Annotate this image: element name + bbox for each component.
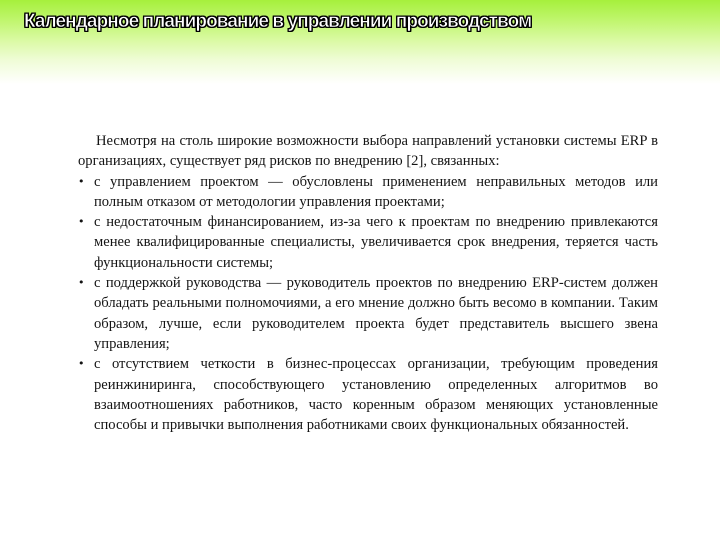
list-item-text: с управлением проектом — обусловлены применением неправильных методов или полным отказом от методологии управления проектами; — [94, 173, 658, 210]
risk-list — [78, 172, 658, 436]
bullet-icon: • — [78, 276, 85, 290]
bullet-icon: • — [78, 357, 85, 371]
list-item-text: с поддержкой руководства — руководитель проектов по внедрению ERP-систем должен обладать реальными полномочиями, а его мнение должно быть весомо в компании. Таким образом, лучше, если руководителем проекта будет представитель высшего звена управления; — [94, 275, 658, 352]
list-item — [78, 354, 658, 435]
list-item — [78, 172, 658, 213]
bullet-icon: • — [78, 174, 85, 188]
intro-paragraph: Несмотря на столь широкие возможности выбора направлений установки системы ERP в организациях, существует ряд рисков по внедрению [2], связанных: — [78, 133, 658, 170]
list-item — [78, 273, 658, 354]
document-body — [78, 131, 658, 435]
bullet-icon: • — [78, 215, 85, 229]
slide-title: Календарное планирование в управлении производством — [24, 11, 532, 32]
list-item — [78, 212, 658, 273]
list-item-text: с отсутствием четкости в бизнес-процессах организации, требующим проведения реинжиниринга, способствующего установлению определенных алгоритмов во взаимоотношениях работников, часто коренным образом меняющих установленные способы и привычки выполнения работниками своих функциональных обязанностей. — [94, 356, 658, 434]
list-item-text: с недостаточным финансированием, из-за чего к проектам по внедрению привлекаются менее квалифицированные специалисты, увеличивается срок внедрения, теряется часть функциональности системы; — [94, 214, 658, 271]
